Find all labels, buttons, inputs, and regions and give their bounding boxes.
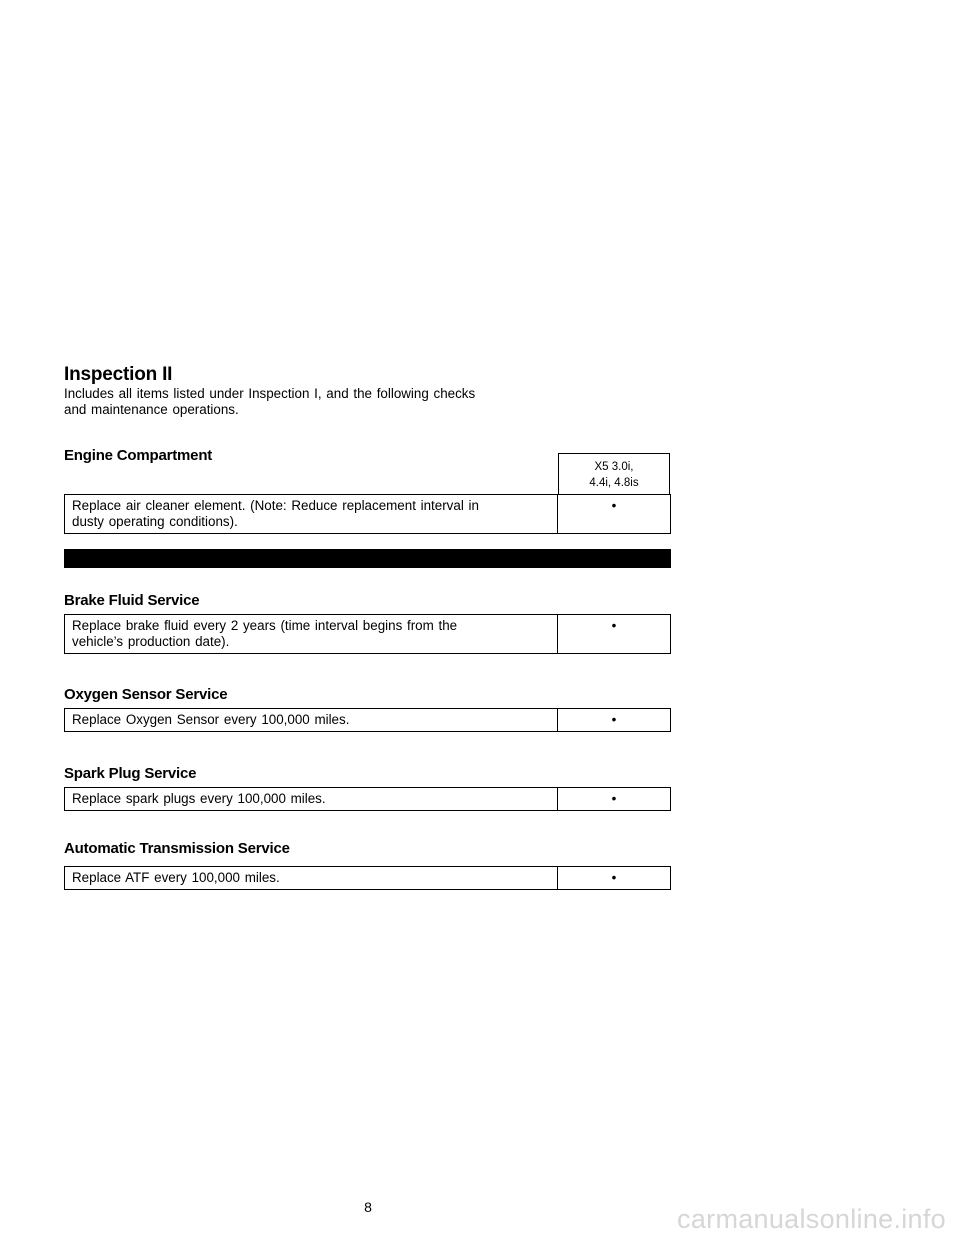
model-header-line-1: X5 3.0i, [594,461,634,473]
engine-desc-line-2: dusty operating conditions). [72,514,238,529]
table-row [65,495,671,534]
divider-bar [64,549,671,568]
engine-table [64,494,671,534]
bullet-mark: • [558,709,671,732]
section-title-brake: Brake Fluid Service [64,592,200,609]
section-title-spark: Spark Plug Service [64,765,197,782]
intro-line-1: Includes all items listed under Inspection I, and the following checks [64,386,476,401]
page-number: 8 [364,1199,372,1215]
table-cell-description: Replace spark plugs every 100,000 miles. [65,788,558,811]
bullet-mark: • [558,495,671,534]
oxygen-table [64,708,671,732]
table-row [65,709,671,732]
spark-table [64,787,671,811]
bullet-mark: • [558,615,671,654]
section-title-oxygen: Oxygen Sensor Service [64,686,228,703]
table-row [65,867,671,890]
section-title-atf: Automatic Transmission Service [64,840,290,857]
page-title: Inspection II [64,364,173,385]
engine-desc-line-1: Replace air cleaner element. (Note: Reduce replacement interval in [72,498,479,513]
watermark-text: carmanualsonline.info [677,1204,946,1234]
section-title-engine: Engine Compartment [64,447,213,464]
brake-desc-line-1: Replace brake fluid every 2 years (time interval begins from the [72,618,458,633]
model-header-line-2: 4.4i, 4.8is [589,477,639,489]
table-cell-description [65,615,558,654]
table-cell-description [65,495,558,534]
table-row [65,615,671,654]
brake-table [64,614,671,654]
model-column-header [558,453,670,494]
table-cell-description: Replace Oxygen Sensor every 100,000 miles. [65,709,558,732]
table-cell-description: Replace ATF every 100,000 miles. [65,867,558,890]
atf-table [64,866,671,890]
table-row [65,788,671,811]
intro-text [64,386,534,418]
intro-line-2: and maintenance operations. [64,402,239,417]
brake-desc-line-2: vehicle’s production date). [72,634,230,649]
bullet-mark: • [558,788,671,811]
bullet-mark: • [558,867,671,890]
